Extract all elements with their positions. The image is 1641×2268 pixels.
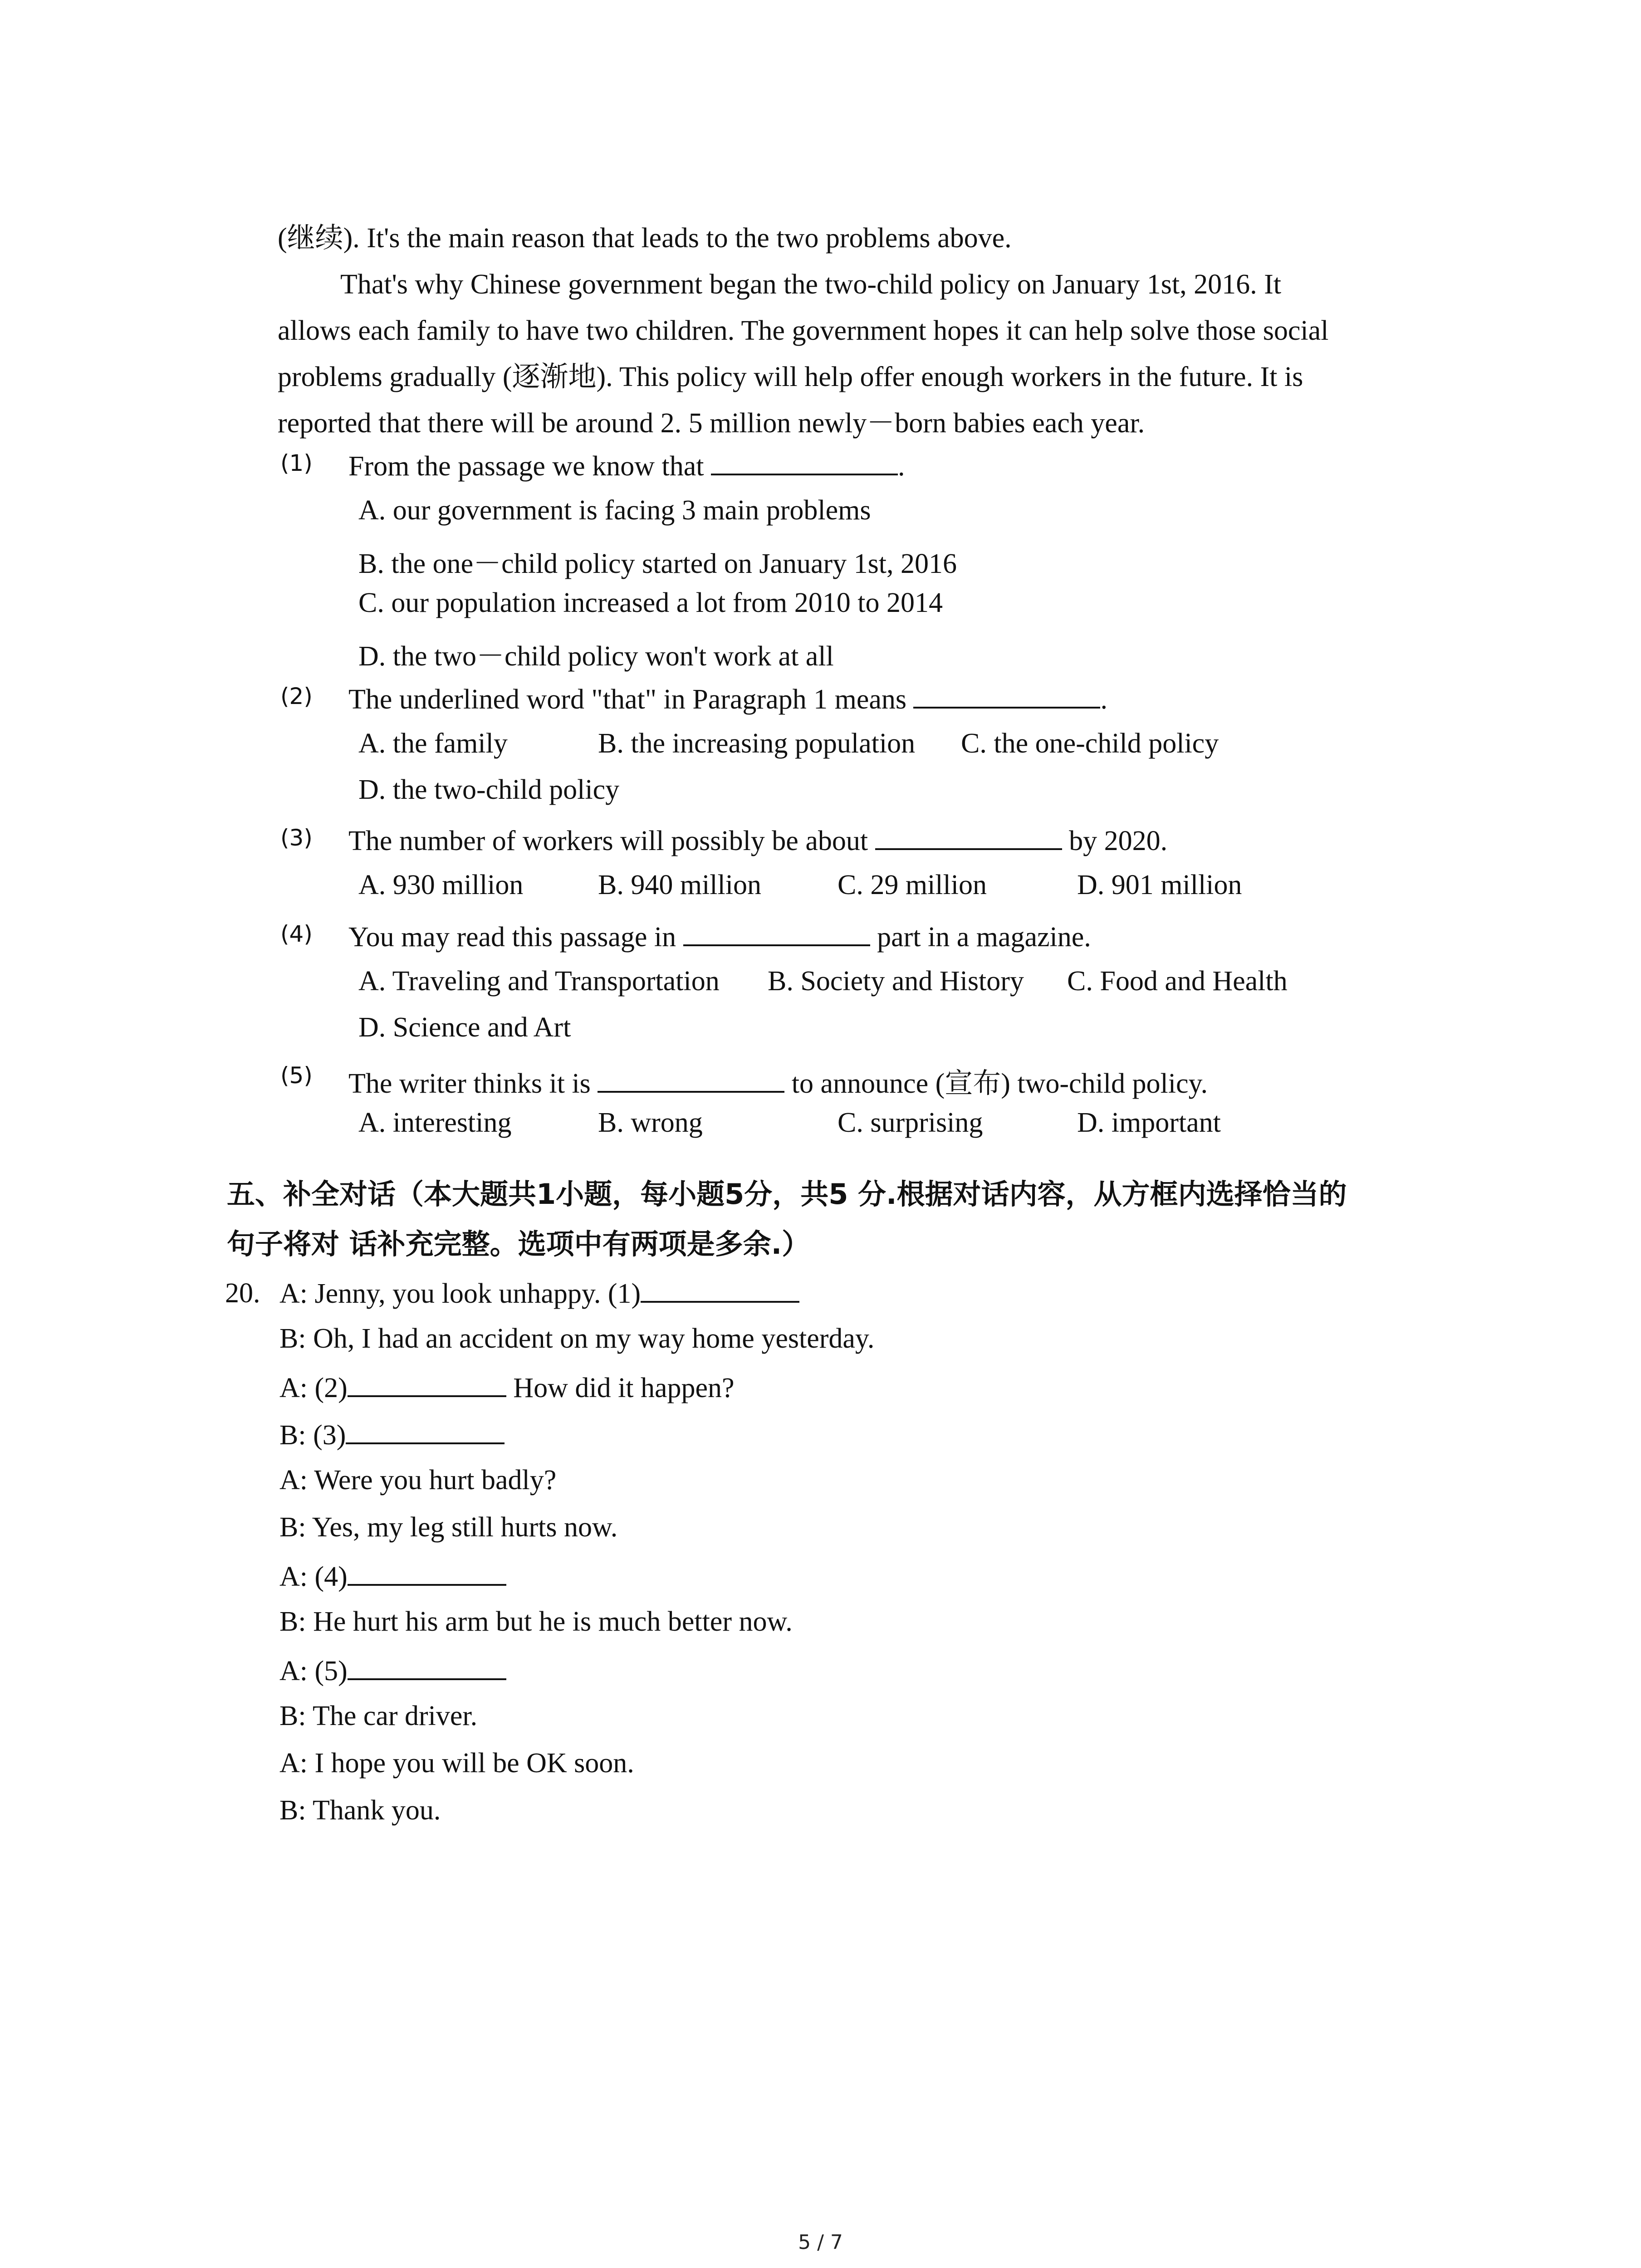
- stem-text-after: part in a magazine.: [877, 922, 1091, 953]
- dialogue-text: A: Were you hurt badly?: [279, 1465, 557, 1496]
- dialogue-line: [279, 1370, 735, 1404]
- section-heading-line: 五、补全对话（本大题共1小题，每小题5分，共5 分.根据对话内容，从方框内选择恰当的: [227, 1178, 1347, 1211]
- option-b[interactable]: B. 940 million: [598, 870, 761, 900]
- dialogue-text: B: Oh, I had an accident on my way home yesterday.: [279, 1323, 875, 1354]
- option-d[interactable]: D. the two－child policy won't work at all: [358, 641, 834, 672]
- stem-text-after: by 2020.: [1069, 826, 1168, 856]
- answer-blank[interactable]: [641, 1276, 799, 1303]
- stem-text-after: .: [1100, 684, 1107, 715]
- question-stem: [348, 919, 1091, 953]
- answer-blank[interactable]: [348, 1370, 506, 1397]
- option-a[interactable]: A. interesting: [358, 1107, 512, 1138]
- dialogue-line: [279, 1323, 874, 1355]
- passage-line: allows each family to have two children. The government hopes it can help solve those social: [278, 315, 1329, 346]
- dialogue-text: B: The car driver.: [279, 1701, 478, 1731]
- section-heading: [227, 1169, 1479, 1269]
- answer-blank[interactable]: [348, 1559, 506, 1586]
- option-c[interactable]: C. Food and Health: [1067, 966, 1288, 997]
- option-b[interactable]: B. Society and History: [768, 966, 1024, 997]
- passage-line: problems gradually (逐渐地). This policy will help offer enough workers in the future. It is: [278, 362, 1303, 392]
- option-d[interactable]: D. 901 million: [1077, 870, 1242, 900]
- dialogue-line: [279, 1747, 634, 1779]
- option-b[interactable]: B. the increasing population: [598, 728, 916, 759]
- dialogue-line: [279, 1276, 799, 1310]
- answer-blank[interactable]: [348, 1653, 506, 1680]
- reading-passage: [278, 215, 1439, 446]
- stem-text: From the passage we know that: [348, 451, 704, 482]
- question-number: (3): [280, 825, 313, 851]
- question-number: 20.: [225, 1278, 260, 1309]
- dialogue-line: [279, 1794, 441, 1827]
- question-number: (4): [280, 921, 313, 947]
- option-a[interactable]: A. Traveling and Transportation: [358, 966, 720, 997]
- dialogue-text: A: I hope you will be OK soon.: [279, 1748, 634, 1779]
- dialogue-line: [279, 1700, 477, 1732]
- option-a[interactable]: A. the family: [358, 728, 508, 759]
- passage-line: reported that there will be around 2. 5 million newly－born babies each year.: [278, 408, 1145, 439]
- dialogue-text: A: (2): [279, 1373, 348, 1403]
- stem-text: You may read this passage in: [348, 922, 676, 953]
- dialogue-line: [279, 1464, 556, 1496]
- dialogue-line: [279, 1559, 506, 1593]
- question-stem: [348, 681, 1107, 716]
- option-c[interactable]: C. the one-child policy: [961, 728, 1219, 759]
- dialogue-line: [279, 1606, 793, 1638]
- passage-line: (继续). It's the main reason that leads to the two problems above.: [278, 223, 1012, 254]
- option-a[interactable]: A. our government is facing 3 main problems: [358, 495, 871, 526]
- answer-blank[interactable]: [346, 1417, 505, 1444]
- option-c[interactable]: C. surprising: [838, 1107, 983, 1138]
- option-b[interactable]: B. wrong: [598, 1107, 703, 1138]
- stem-text-after: .: [897, 451, 905, 482]
- option-c[interactable]: C. our population increased a lot from 2010 to 2014: [358, 587, 943, 618]
- option-d[interactable]: D. the two-child policy: [358, 774, 620, 805]
- question-number: (5): [280, 1062, 313, 1089]
- dialogue-text: B: (3): [279, 1420, 346, 1451]
- dialogue-line: [279, 1417, 505, 1452]
- dialogue-text: B: Yes, my leg still hurts now.: [279, 1512, 618, 1543]
- dialogue-text: B: Thank you.: [279, 1795, 441, 1826]
- option-d[interactable]: D. important: [1077, 1107, 1221, 1138]
- dialogue-text: A: (5): [279, 1656, 348, 1686]
- page-number: 5 / 7: [798, 2231, 843, 2254]
- question-number: (2): [280, 683, 313, 709]
- answer-blank[interactable]: [683, 919, 870, 946]
- option-c[interactable]: C. 29 million: [838, 870, 987, 900]
- answer-blank[interactable]: [875, 823, 1062, 850]
- answer-blank[interactable]: [598, 1066, 784, 1093]
- answer-blank[interactable]: [711, 448, 898, 475]
- passage-line: That's why Chinese government began the two-child policy on January 1st, 2016. It: [340, 269, 1281, 300]
- stem-text: The number of workers will possibly be about: [348, 826, 868, 856]
- option-b[interactable]: B. the one－child policy started on January 1st, 2016: [358, 548, 957, 579]
- stem-text: The underlined word "that" in Paragraph 1 means: [348, 684, 906, 715]
- dialogue-line: [279, 1511, 617, 1544]
- answer-blank[interactable]: [913, 681, 1100, 709]
- dialogue-text: B: He hurt his arm but he is much better now.: [279, 1606, 793, 1637]
- section-heading-line: 句子将对 话补充完整。选项中有两项是多余.）: [227, 1227, 810, 1261]
- option-a[interactable]: A. 930 million: [358, 870, 524, 900]
- stem-text-after: to announce (宣布) two-child policy.: [791, 1068, 1208, 1099]
- question-stem: [348, 1061, 1208, 1101]
- question-stem: [348, 448, 905, 483]
- dialogue-line: [279, 1653, 506, 1687]
- question-number: (1): [280, 450, 313, 476]
- dialogue-text-after: How did it happen?: [506, 1373, 735, 1403]
- stem-text: The writer thinks it is: [348, 1068, 591, 1099]
- option-d[interactable]: D. Science and Art: [358, 1012, 571, 1043]
- question-stem: [348, 823, 1167, 857]
- dialogue-text: A: Jenny, you look unhappy. (1): [279, 1278, 641, 1309]
- dialogue-text: A: (4): [279, 1561, 348, 1592]
